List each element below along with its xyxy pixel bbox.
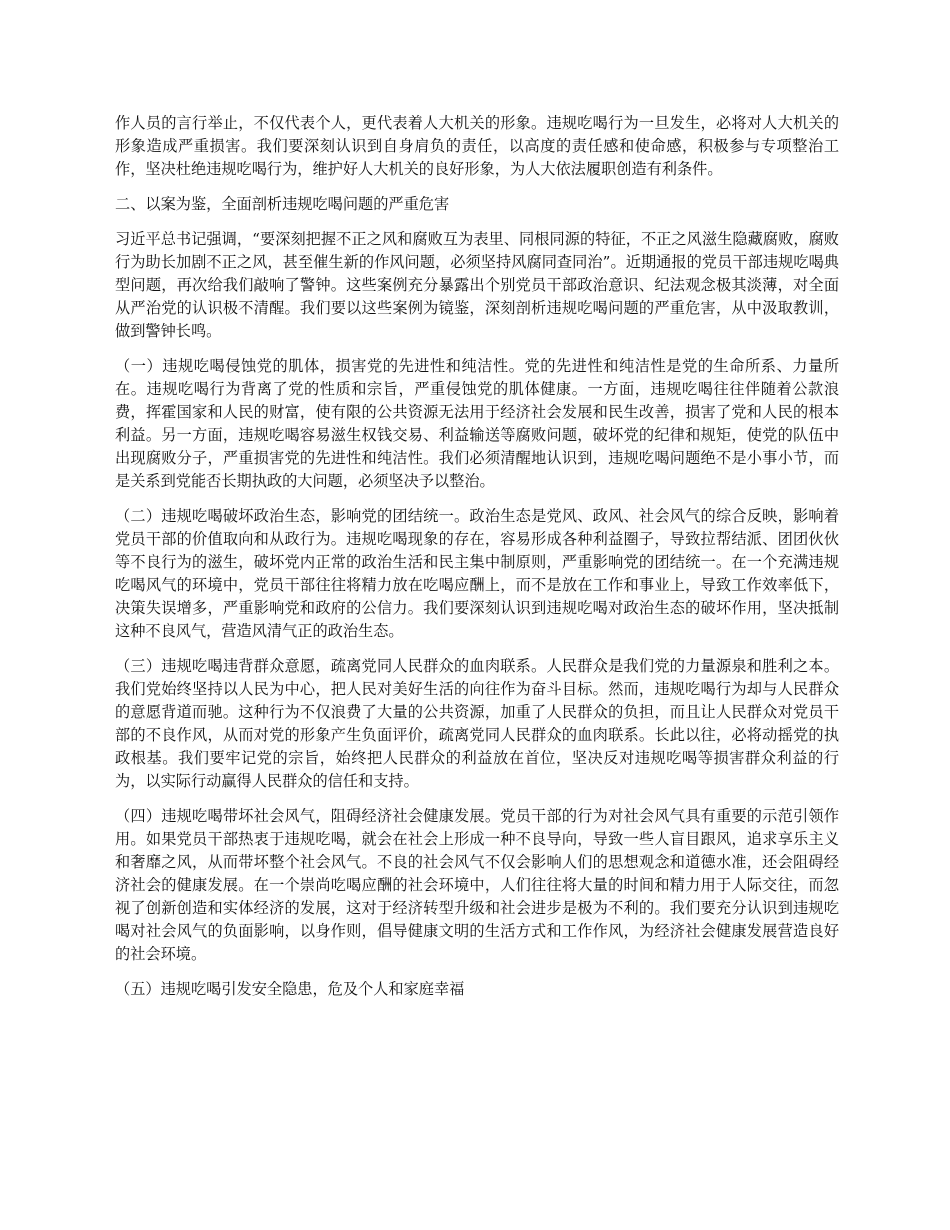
paragraph-point-one: （一）违规吃喝侵蚀党的肌体，损害党的先进性和纯洁性。党的先进性和纯洁性是党的生命所系、力量所在。违规吃喝行为背离了党的性质和宗旨，严重侵蚀党的肌体健康。一方面，违规吃喝往往伴随着公款浪费，挥霍国家和人民的财富，使有限的公共资源无法用于经济社会发展和民生改善，损害了党和人民的根本利益。另一方面，违规吃喝容易滋生权钱交易、利益输送等腐败问题，破坏党的纪律和规矩，使党的队伍中出现腐败分子，严重损害党的先进性和纯洁性。我们必须清醒地认识到，违规吃喝问题绝不是小事小节，而是关系到党能否长期执政的大问题，必须坚决予以整治。: [115, 357, 839, 490]
paragraph-point-four: （四）违规吃喝带坏社会风气，阻碍经济社会健康发展。党员干部的行为对社会风气具有重要的示范引领作用。如果党员干部热衷于违规吃喝，就会在社会上形成一种不良导向，导致一些人盲目跟风，追求享乐主义和奢靡之风，从而带坏整个社会风气。不良的社会风气不仅会影响人们的思想观念和道德水准，还会阻碍经济社会的健康发展。在一个崇尚吃喝应酬的社会环境中，人们往往将大量的时间和精力用于人际交往，而忽视了创新创造和实体经济的发展，这对于经济转型升级和社会进步是极为不利的。我们要充分认识到违规吃喝对社会风气的负面影响，以身作则，倡导健康文明的生活方式和工作作风，为经济社会健康发展营造良好的社会环境。: [115, 807, 839, 963]
document-body: [115, 112, 839, 1013]
paragraph-point-two: （二）违规吃喝破坏政治生态，影响党的团结统一。政治生态是党风、政风、社会风气的综合反映，影响着党员干部的价值取向和从政行为。违规吃喝现象的存在，容易形成各种利益圈子，导致拉帮结派、团团伙伙等不良行为的滋生，破坏党内正常的政治生活和民主集中制原则，严重影响党的团结统一。在一个充满违规吃喝风气的环境中，党员干部往往将精力放在吃喝应酬上，而不是放在工作和事业上，导致工作效率低下，决策失误增多，严重影响党和政府的公信力。我们要深刻认识到违规吃喝对政治生态的破坏作用，坚决抵制这种不良风气，营造风清气正的政治生态。: [115, 507, 839, 640]
paragraph-xi-quote: 习近平总书记强调，“要深刻把握不正之风和腐败互为表里、同根同源的特征，不正之风滋生隐藏腐败，腐败行为助长加剧不正之风，甚至催生新的作风问题，必须坚持风腐同查同治”。近期通报的党员干部违规吃喝典型问题，再次给我们敲响了警钟。这些案例充分暴露出个别党员干部政治意识、纪法观念极其淡薄，对全面从严治党的认识极不清醒。我们要以这些案例为镜鉴，深刻剖析违规吃喝问题的严重危害，从中汲取教训，做到警钟长鸣。: [115, 230, 839, 340]
paragraph-point-three: （三）违规吃喝违背群众意愿，疏离党同人民群众的血肉联系。人民群众是我们党的力量源泉和胜利之本。我们党始终坚持以人民为中心，把人民对美好生活的向往作为奋斗目标。然而，违规吃喝行为却与人民群众的意愿背道而驰。这种行为不仅浪费了大量的公共资源，加重了人民群众的负担，而且让人民群众对党员干部的不良作风，从而对党的形象产生负面评价，疏离党同人民群众的血肉联系。长此以往，必将动摇党的执政根基。我们要牢记党的宗旨，始终把人民群众的利益放在首位，坚决反对违规吃喝等损害群众利益的行为，以实际行动赢得人民群众的信任和支持。: [115, 657, 839, 790]
paragraph-intro-continuation: 作人员的言行举止，不仅代表个人，更代表着人大机关的形象。违规吃喝行为一旦发生，必将对人大机关的形象造成严重损害。我们要深刻认识到自身肩负的责任，以高度的责任感和使命感，积极参与专项整治工作，坚决杜绝违规吃喝行为，维护好人大机关的良好形象，为人大依法履职创造有利条件。: [115, 114, 839, 178]
section-heading-two: 二、以案为鉴，全面剖析违规吃喝问题的严重危害: [115, 195, 450, 213]
subheading-point-five: （五）违规吃喝引发安全隐患，危及个人和家庭幸福: [115, 980, 465, 998]
